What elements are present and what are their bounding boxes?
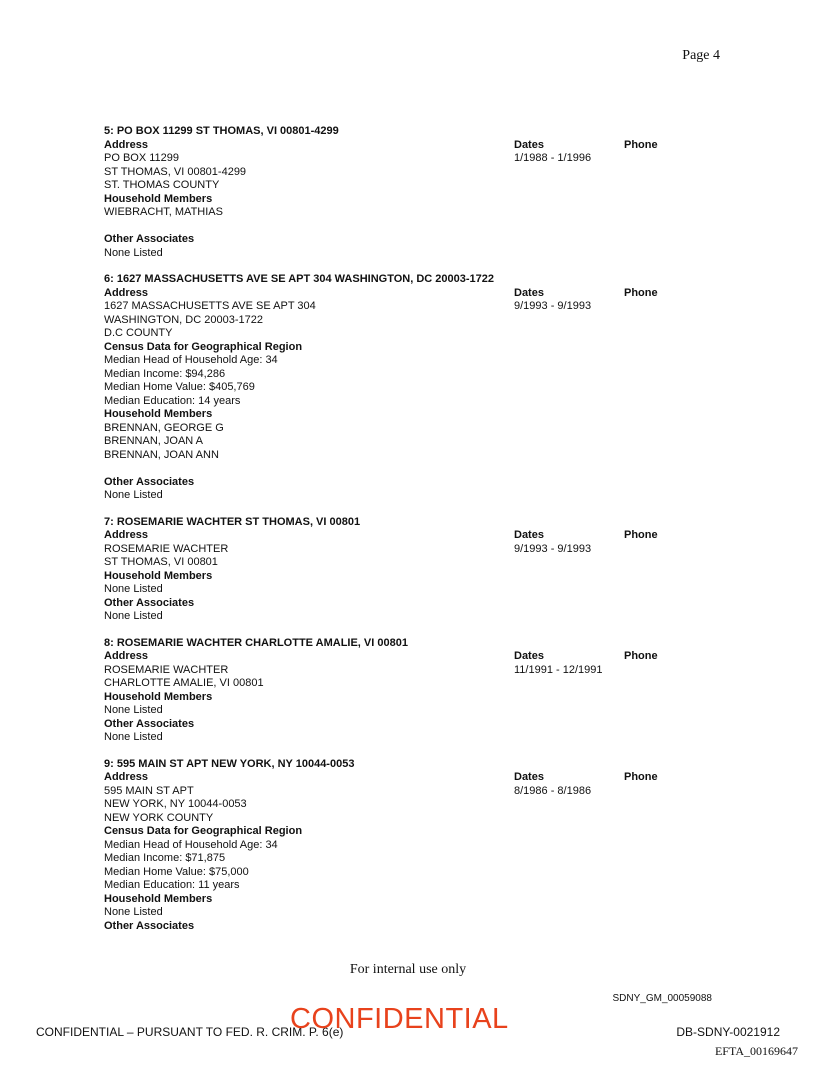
household-label: Household Members	[104, 408, 213, 420]
address-label: Address	[104, 286, 149, 299]
address-record	[104, 125, 724, 260]
page-number: Page 4	[682, 48, 720, 63]
associate: None Listed	[104, 246, 163, 259]
address-record	[104, 758, 724, 934]
address-label: Address	[104, 771, 149, 783]
census-line: Median Home Value: $405,769	[104, 381, 255, 393]
address-record	[104, 637, 724, 745]
dates-label: Dates	[514, 771, 544, 783]
census-line: Median Home Value: $75,000	[104, 865, 249, 878]
confidential-notice: CONFIDENTIAL – PURSUANT TO FED. R. CRIM. P. 6(e)	[36, 1025, 344, 1039]
associates-label: Other Associates	[104, 596, 195, 609]
address-line: 595 MAIN ST APT	[104, 784, 194, 797]
dates-label: Dates	[514, 529, 544, 541]
address-line: ROSEMARIE WACHTER	[104, 663, 229, 676]
record-body-row	[104, 664, 724, 745]
record-title: 9: 595 MAIN ST APT NEW YORK, NY 10044-0053	[104, 757, 355, 770]
census-line: Median Head of Household Age: 34	[104, 838, 278, 851]
address-line: ST THOMAS, VI 00801-4299	[104, 165, 247, 178]
address-line: ROSEMARIE WACHTER	[104, 542, 229, 555]
census-line: Median Education: 11 years	[104, 879, 240, 891]
record-header-row	[104, 771, 724, 785]
address-block	[104, 152, 514, 260]
address-line: NEW YORK COUNTY	[104, 811, 214, 824]
address-record	[104, 516, 724, 624]
census-label: Census Data for Geographical Region	[104, 340, 303, 353]
record-body-row	[104, 785, 724, 934]
household-member: BRENNAN, JOAN ANN	[104, 448, 219, 461]
record-header-row	[104, 529, 724, 543]
address-line: CHARLOTTE AMALIE, VI 00801	[104, 677, 264, 689]
household-member: WIEBRACHT, MATHIAS	[104, 206, 223, 218]
address-record	[104, 273, 724, 503]
phone-label: Phone	[624, 529, 658, 541]
records-list	[104, 125, 724, 946]
household-label: Household Members	[104, 690, 213, 703]
phone-value	[624, 300, 724, 503]
record-title: 5: PO BOX 11299 ST THOMAS, VI 00801-4299	[104, 125, 339, 137]
phone-label: Phone	[624, 286, 658, 299]
address-block	[104, 300, 514, 503]
address-line: WASHINGTON, DC 20003-1722	[104, 313, 263, 326]
associate: None Listed	[104, 610, 163, 622]
dates-value: 11/1991 - 12/1991	[514, 663, 603, 676]
household-label: Household Members	[104, 192, 213, 205]
record-header-row	[104, 139, 724, 153]
record-title: 6: 1627 MASSACHUSETTS AVE SE APT 304 WASHINGTON, DC 20003-1722	[104, 273, 495, 285]
census-line: Median Education: 14 years	[104, 394, 241, 407]
address-line: ST THOMAS, VI 00801	[104, 556, 218, 568]
record-body-row	[104, 543, 724, 624]
associates-label: Other Associates	[104, 919, 195, 932]
phone-value	[624, 152, 724, 260]
address-label: Address	[104, 529, 149, 541]
household-label: Household Members	[104, 892, 213, 905]
associate: None Listed	[104, 731, 163, 743]
associates-label: Other Associates	[104, 233, 195, 245]
phone-label: Phone	[624, 650, 658, 662]
dates-label: Dates	[514, 286, 544, 299]
phone-label: Phone	[624, 771, 658, 783]
associates-label: Other Associates	[104, 717, 195, 730]
record-body-row	[104, 300, 724, 503]
census-label: Census Data for Geographical Region	[104, 825, 303, 837]
dates-value: 8/1986 - 8/1986	[514, 784, 592, 797]
census-line: Median Income: $71,875	[104, 852, 226, 864]
associates-label: Other Associates	[104, 475, 195, 488]
phone-value	[624, 785, 724, 934]
household-member: BRENNAN, GEORGE G	[104, 421, 224, 434]
address-line: ST. THOMAS COUNTY	[104, 179, 220, 191]
dates-label: Dates	[514, 650, 544, 662]
bates-number-top: SDNY_GM_00059088	[612, 993, 712, 1004]
phone-label: Phone	[624, 138, 658, 151]
record-header-row	[104, 650, 724, 664]
address-block	[104, 543, 514, 624]
efta-number: EFTA_00169647	[714, 1044, 798, 1058]
phone-value	[624, 664, 724, 745]
household-member: None Listed	[104, 906, 163, 918]
dates-label: Dates	[514, 138, 544, 151]
address-block	[104, 785, 514, 934]
household-member: BRENNAN, JOAN A	[104, 435, 204, 447]
address-line: D.C COUNTY	[104, 327, 173, 339]
record-header-row	[104, 287, 724, 301]
dates-value: 1/1988 - 1/1996	[514, 152, 592, 164]
associate: None Listed	[104, 489, 163, 501]
phone-value	[624, 543, 724, 624]
address-line: NEW YORK, NY 10044-0053	[104, 798, 247, 810]
bates-number-bottom: DB-SDNY-0021912	[676, 1025, 780, 1039]
census-line: Median Income: $94,286	[104, 367, 226, 380]
address-block	[104, 664, 514, 745]
record-body-row	[104, 152, 724, 260]
confidential-stamp: CONFIDENTIAL	[290, 1003, 509, 1035]
dates-value: 9/1993 - 9/1993	[514, 300, 592, 312]
address-label: Address	[104, 650, 149, 662]
internal-use-note: For internal use only	[349, 962, 467, 977]
household-label: Household Members	[104, 569, 213, 582]
address-label: Address	[104, 138, 149, 151]
census-line: Median Head of Household Age: 34	[104, 354, 278, 366]
household-member: None Listed	[104, 583, 163, 595]
dates-value: 9/1993 - 9/1993	[514, 542, 592, 555]
address-line: 1627 MASSACHUSETTS AVE SE APT 304	[104, 300, 316, 312]
household-member: None Listed	[104, 704, 163, 716]
record-title: 8: ROSEMARIE WACHTER CHARLOTTE AMALIE, VI 00801	[104, 636, 408, 649]
record-title: 7: ROSEMARIE WACHTER ST THOMAS, VI 00801	[104, 515, 361, 528]
address-line: PO BOX 11299	[104, 152, 180, 164]
